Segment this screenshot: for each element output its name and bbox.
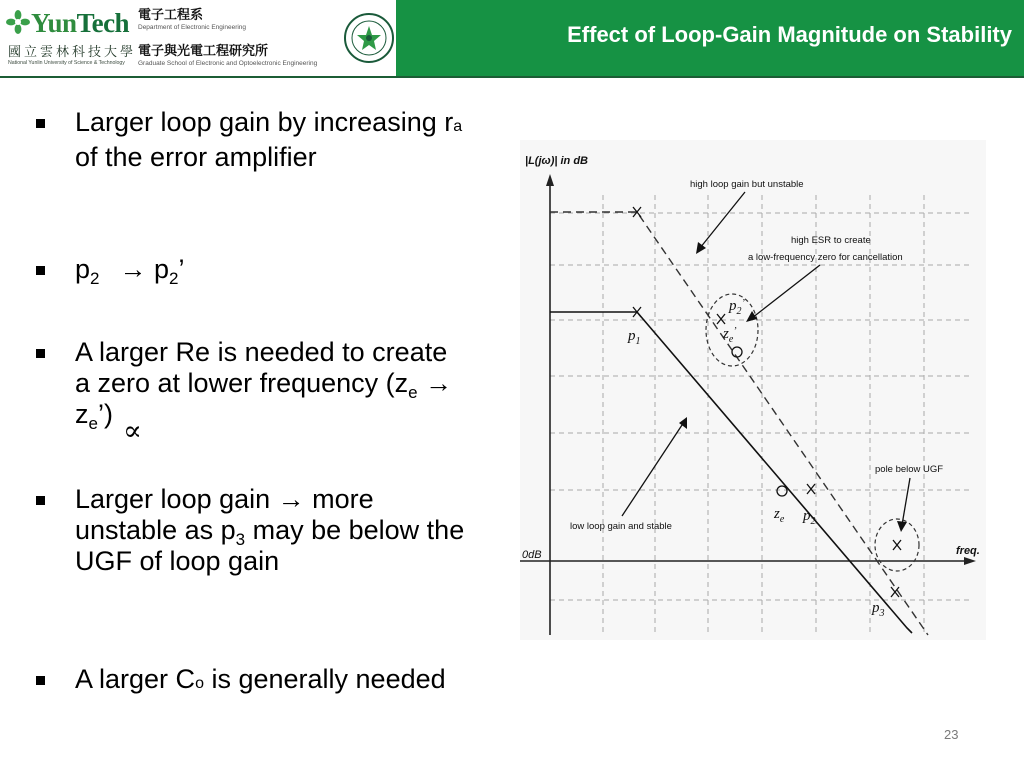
stray-glyph: ∝ <box>123 414 142 447</box>
annotation-high-esr-1: high ESR to create <box>791 235 871 246</box>
bullet-text-part: of the error amplifier <box>75 142 317 172</box>
bullet-item <box>36 254 465 288</box>
bullet-marker <box>36 266 45 275</box>
bullet-marker <box>36 496 45 505</box>
slide-title: Effect of Loop-Gain Magnitude on Stability <box>567 22 1012 47</box>
logo-name <box>31 8 129 39</box>
y-axis-label: |L(jω)| in dB <box>525 155 588 167</box>
logo-name-part1: Yun <box>31 8 77 38</box>
bullet-text <box>75 107 465 173</box>
logo-name-part2: Tech <box>76 8 130 38</box>
label-ze-prime: $z_e^’$ <box>723 326 737 345</box>
bullet-item <box>36 664 465 699</box>
header-divider <box>0 76 1024 78</box>
university-name-en: National Yunlin University of Science & Technology <box>8 60 125 66</box>
bullet-text-part: is generally needed <box>203 664 446 694</box>
x-axis-label: freq. <box>956 545 980 557</box>
label-p2: $p_2$ <box>803 508 816 527</box>
graduate-school-name-cn: 電子與光電工程研究所 <box>138 44 269 59</box>
annotation-high-gain: high loop gain but unstable <box>690 179 804 190</box>
department-seal-icon <box>342 2 396 74</box>
yuntech-flower-icon <box>6 10 30 34</box>
university-name-cn: 國立雲林科技大學 <box>8 45 137 60</box>
label-p1: $p_1$ <box>628 328 641 347</box>
bullet-subscript: 3 <box>235 530 246 549</box>
bullet-text-part: p <box>75 254 91 284</box>
bullet-text-part: Larger loop gain → more unstable as p <box>75 484 374 545</box>
bullet-item <box>36 484 465 577</box>
bullet-text-part: → p <box>119 254 170 284</box>
bullet-text-small: o <box>195 675 204 692</box>
bullet-text-part: A larger Re is needed to create a zero at lower frequency (z <box>75 337 448 398</box>
title-bar <box>396 0 1024 76</box>
diagram-background <box>520 140 986 640</box>
page-number: 23 <box>944 727 959 742</box>
bullet-marker <box>36 119 45 128</box>
department-name-cn: 電子工程系 <box>138 8 204 23</box>
label-p2-prime: $p_2^’$ <box>729 298 745 317</box>
annotation-pole-below: pole below UGF <box>875 464 944 475</box>
bullet-text-part: ’) <box>97 399 113 429</box>
bullet-text <box>75 664 465 699</box>
bullet-marker <box>36 676 45 685</box>
bullet-item <box>36 337 465 433</box>
bullet-text-part: may be below the UGF of loop gain <box>75 515 465 576</box>
bullet-text <box>75 484 465 577</box>
bullet-text-small: a <box>453 118 463 135</box>
bullet-text-part: A larger C <box>75 664 196 694</box>
label-p3: $p_3$ <box>872 600 885 619</box>
bullet-subscript: 2 <box>90 269 100 288</box>
loop-gain-bode-diagram <box>520 140 986 640</box>
bullet-text-part: ’ <box>178 254 185 284</box>
department-name-en: Department of Electronic Engineering <box>138 24 247 31</box>
bullet-item <box>36 107 465 173</box>
bullet-marker <box>36 349 45 358</box>
zero-db-label: 0dB <box>522 549 542 561</box>
bullet-text-part: → z <box>75 368 453 429</box>
bullet-text-part: Larger loop gain by increasing r <box>75 107 454 137</box>
slide-header <box>0 0 1024 77</box>
annotation-low-gain: low loop gain and stable <box>570 521 672 532</box>
graduate-school-name-en: Graduate School of Electronic and Optoelectronic Engineering <box>138 60 318 67</box>
bullet-subscript: e <box>88 414 98 433</box>
annotation-high-esr-2: a low-frequency zero for cancellation <box>748 252 903 263</box>
bullet-text <box>75 254 465 288</box>
bullet-subscript: 2 <box>169 269 179 288</box>
label-ze: $z_e$ <box>774 506 785 525</box>
logo-area <box>0 0 397 76</box>
bullet-subscript: e <box>408 383 418 402</box>
